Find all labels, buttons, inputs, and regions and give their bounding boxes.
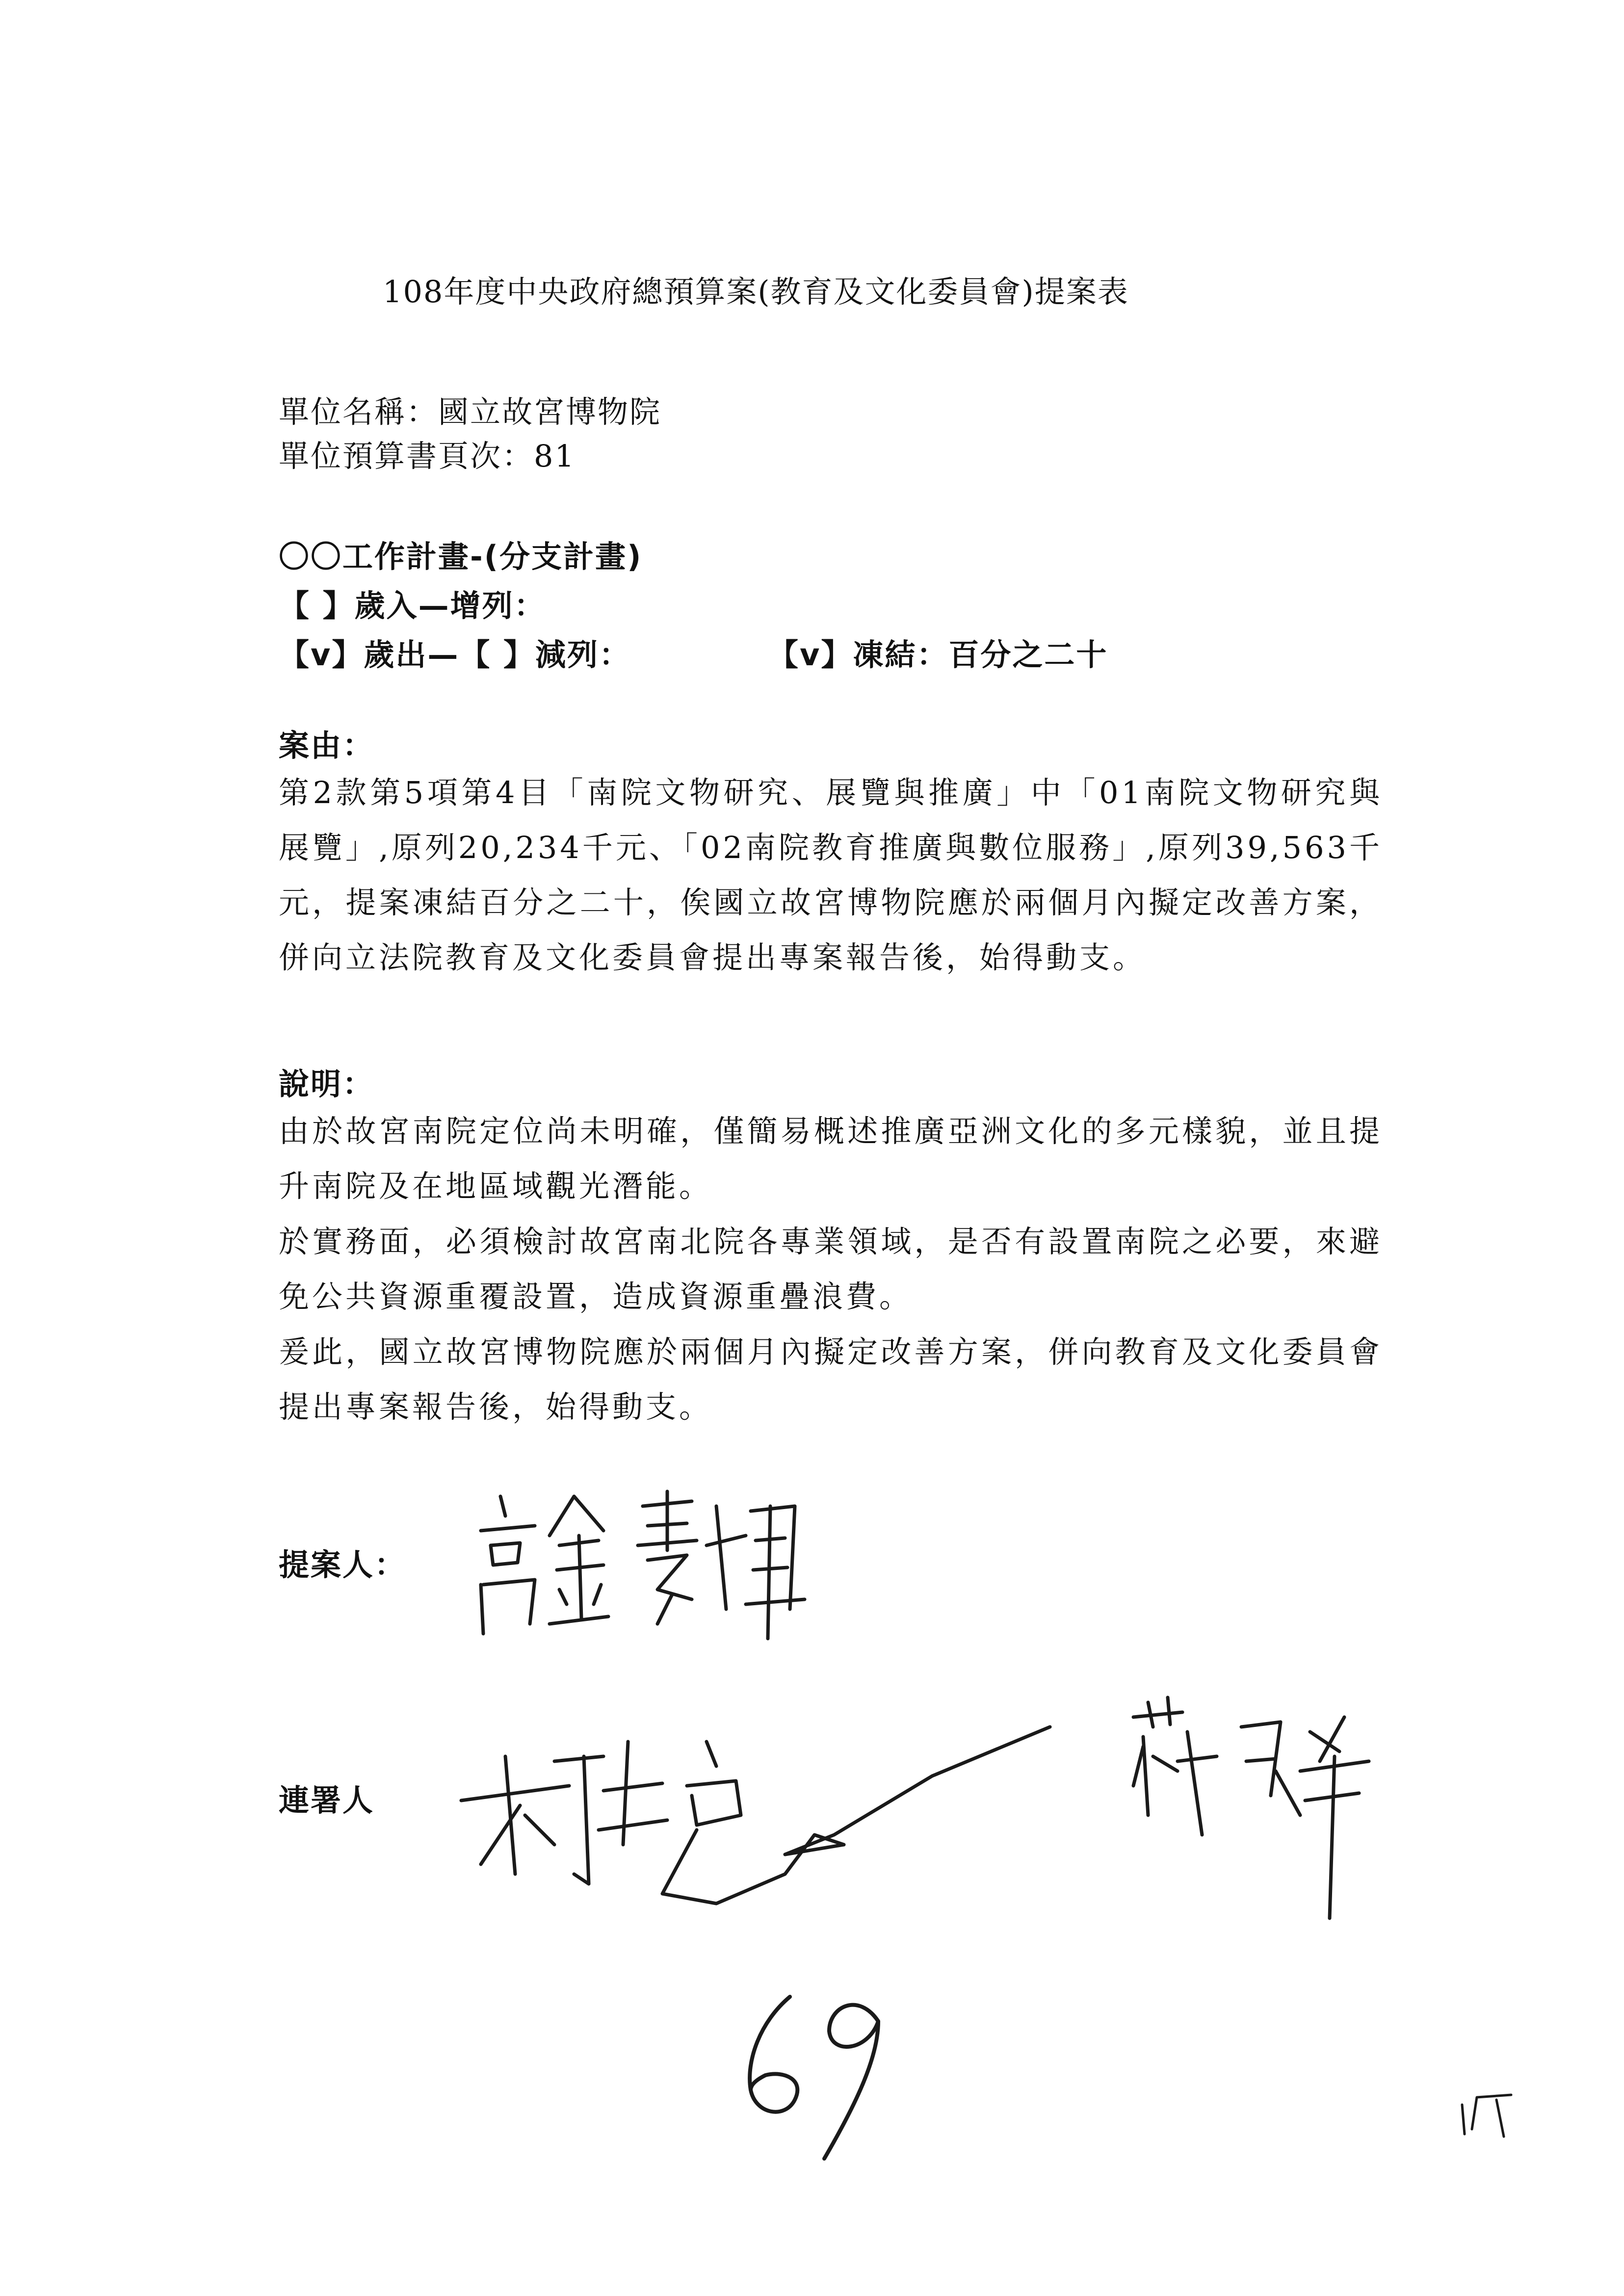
cosigner-label: 連署人 bbox=[279, 1782, 375, 1818]
freeze-line: 【v】凍結：百分之二十 bbox=[768, 637, 1108, 673]
expenditure-line: 【v】歲出—【 】減列： bbox=[279, 637, 631, 673]
unit-name: 單位名稱：國立故宮博物院 bbox=[279, 394, 662, 430]
document-title: 108年度中央政府總預算案(教育及文化委員會)提案表 bbox=[383, 274, 1129, 310]
cosigner-signature-2 bbox=[1114, 1688, 1388, 1923]
corner-mark bbox=[1457, 2090, 1526, 2144]
reason-heading: 案由： bbox=[279, 728, 375, 763]
proposer-label: 提案人： bbox=[279, 1547, 407, 1583]
reason-text: 第2款第5項第4目「南院文物研究、展覽與推廣」中「01南院文物研究與展覽」,原列20,234千元、「02南院教育推廣與數位服務」,原列39,563千元，提案凍結百分之二十，俟國立故宮博物院應於兩個月內擬定改善方案，併向立法院教育及文化委員會提出專案報告後，始得動支。 bbox=[279, 775, 1383, 975]
cosigner-signature-1 bbox=[442, 1688, 1070, 1913]
revenue-line: 【 】歲入—增列： bbox=[279, 588, 546, 624]
explanation-heading: 說明： bbox=[279, 1066, 375, 1102]
handwritten-page-number bbox=[731, 1987, 898, 2164]
proposer-signature bbox=[461, 1477, 814, 1644]
explanation-paragraph-2: 於實務面，必須檢討故宮南北院各專業領域，是否有設置南院之必要，來避免公共資源重覆設置，造成資源重疊浪費。 bbox=[279, 1224, 1383, 1314]
explanation-paragraph-1: 由於故宮南院定位尚未明確，僅簡易概述推廣亞洲文化的多元樣貌，並且提升南院及在地區域觀光潛能。 bbox=[279, 1113, 1383, 1204]
work-plan-heading: 〇〇工作計畫-(分支計畫) bbox=[279, 539, 643, 574]
explanation-paragraph-3: 爰此，國立故宮博物院應於兩個月內擬定改善方案，併向教育及文化委員會提出專案報告後，始得動支。 bbox=[279, 1334, 1383, 1425]
unit-budget-page: 單位預算書頁次：81 bbox=[279, 438, 576, 474]
